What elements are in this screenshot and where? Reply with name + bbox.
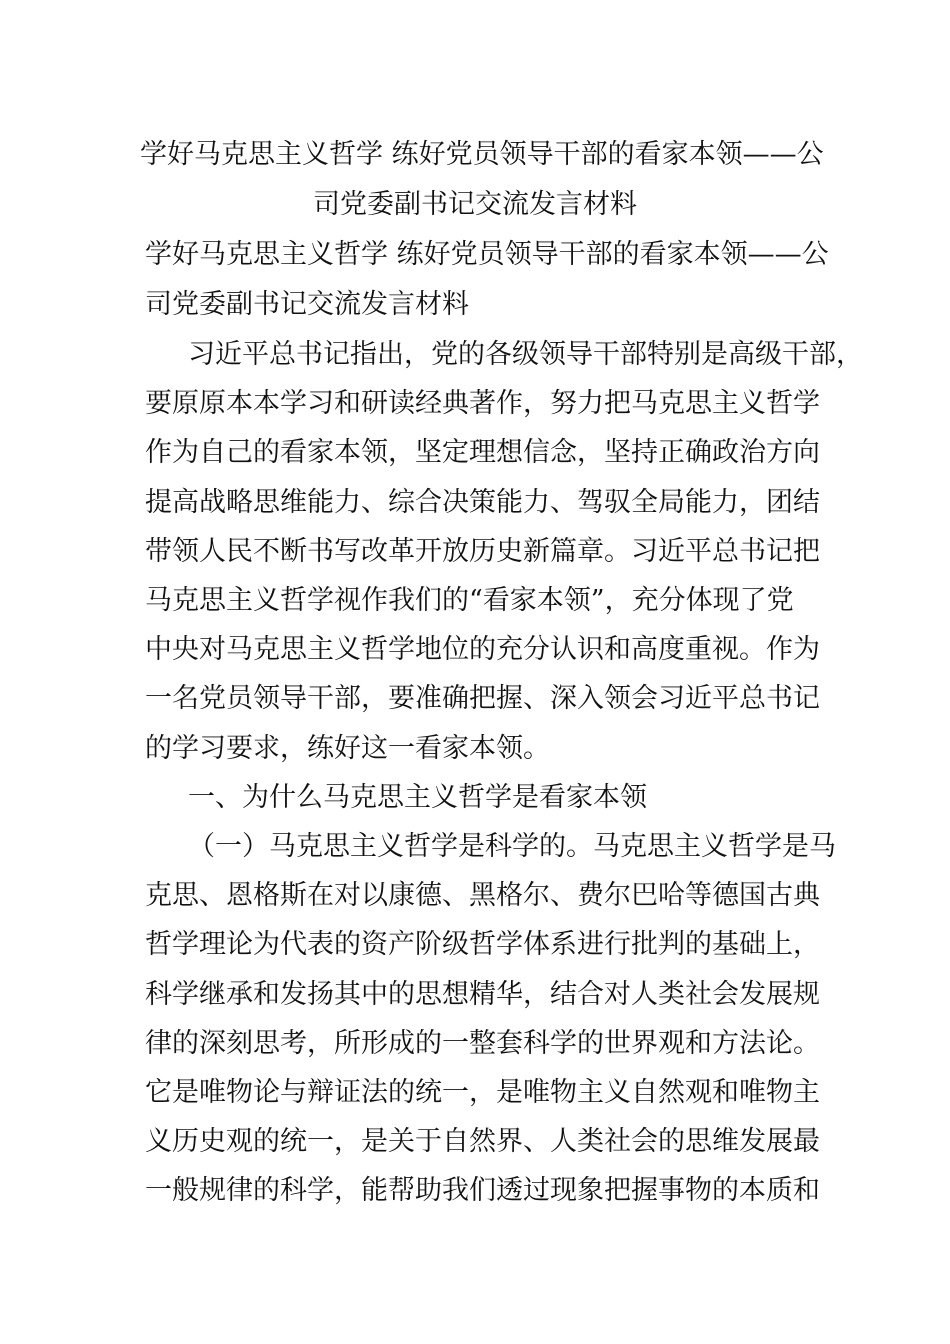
document-title (140, 130, 824, 230)
body-line: 的学习要求，练好这一看家本领。 (145, 732, 550, 764)
subtitle-line-2: 司党委副书记交流发言材料 (145, 289, 469, 320)
body-line: 一般规律的科学，能帮助我们透过现象把握事物的本质和 (145, 1175, 820, 1207)
body-line: 一名党员领导干部，要准确把握、深入领会习近平总书记 (145, 683, 820, 715)
body-line: 提高战略思维能力、综合决策能力、驾驭全局能力，团结 (145, 486, 820, 518)
title-line-2: 司党委副书记交流发言材料 (313, 189, 637, 220)
section-heading: 一、为什么马克思主义哲学是看家本领 (188, 781, 647, 813)
body-line: 要原原本本学习和研读经典著作，努力把马克思主义哲学 (145, 388, 820, 420)
body-line: 习近平总书记指出，党的各级领导干部特别是高级干部， (188, 339, 863, 370)
body-line: 它是唯物论与辩证法的统一，是唯物主义自然观和唯物主 (145, 1077, 820, 1109)
body-line: 带领人民不断书写改革开放历史新篇章。习近平总书记把 (145, 535, 820, 567)
body-line: 作为自己的看家本领，坚定理想信念，坚持正确政治方向 (145, 437, 820, 469)
subtitle-line-1: 学好马克思主义哲学 练好党员领导干部的看家本领——公 (145, 239, 829, 270)
body-line: 科学继承和发扬其中的思想精华，结合对人类社会发展规 (145, 978, 820, 1010)
document-body (145, 330, 863, 1216)
body-line: 马克思主义哲学视作我们的“看家本领”，充分体现了党 (145, 585, 794, 617)
body-line: 义历史观的统一，是关于自然界、人类社会的思维发展最 (145, 1126, 820, 1158)
body-line: 克思、恩格斯在对以康德、黑格尔、费尔巴哈等德国古典 (145, 880, 820, 912)
body-line: 律的深刻思考，所形成的一整套科学的世界观和方法论。 (145, 1027, 820, 1059)
body-line: 哲学理论为代表的资产阶级哲学体系进行批判的基础上， (145, 929, 820, 961)
body-line: 中央对马克思主义哲学地位的充分认识和高度重视。作为 (145, 634, 820, 666)
document-subtitle (145, 230, 829, 330)
title-line-1: 学好马克思主义哲学 练好党员领导干部的看家本领——公 (140, 139, 824, 170)
body-line: （一）马克思主义哲学是科学的。马克思主义哲学是马 (188, 831, 836, 863)
